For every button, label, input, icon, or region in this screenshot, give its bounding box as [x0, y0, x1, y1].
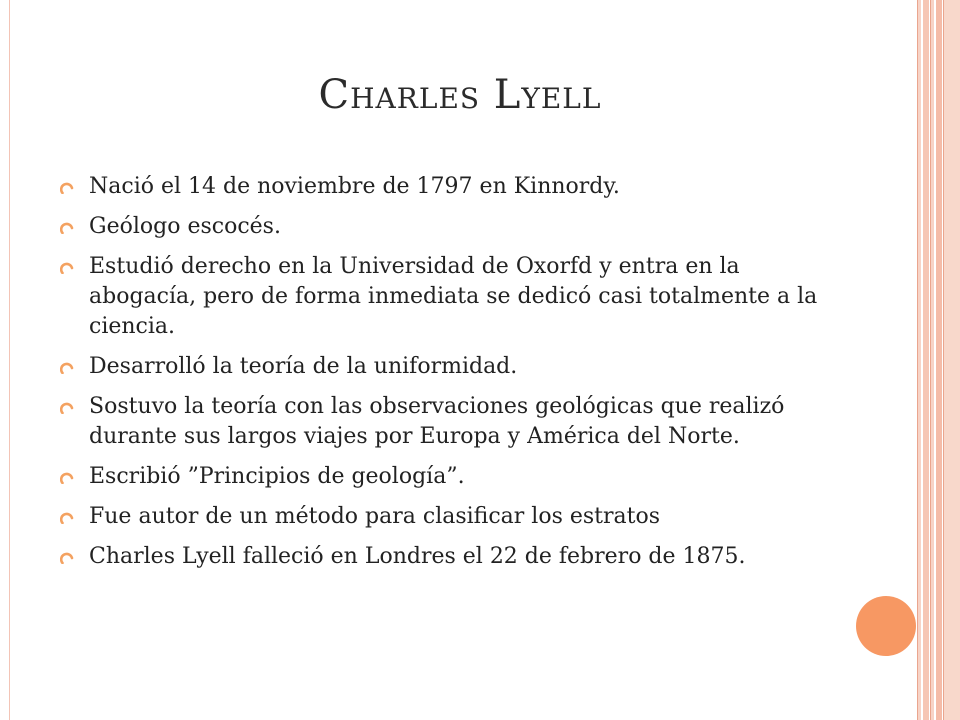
circle-decoration	[856, 596, 916, 656]
bullet-arc-icon	[60, 180, 74, 194]
bullet-arc-icon	[60, 470, 74, 484]
bullet-text: Nació el 14 de noviembre de 1797 en Kinnordy.	[89, 174, 620, 199]
right-stripe-line	[930, 0, 931, 720]
list-item	[60, 392, 840, 452]
right-stripe-line	[943, 0, 944, 720]
bullet-text: Escribió ”Principios de geología”.	[89, 464, 465, 489]
bullet-text: Desarrolló la teoría de la uniformidad.	[89, 354, 518, 379]
list-item	[60, 502, 840, 532]
slide-title: Charles Lyell	[318, 72, 602, 118]
list-item	[60, 542, 840, 572]
bullet-text: Estudió derecho en la Universidad de Oxorfd y entra en la abogacía, pero de forma inmediata se dedicó casi totalmente a la ciencia.	[89, 254, 818, 339]
bullet-arc-icon	[60, 260, 74, 274]
bullet-text: Charles Lyell falleció en Londres el 22 de febrero de 1875.	[89, 544, 746, 569]
bullet-text: Geólogo escocés.	[89, 214, 281, 239]
bullet-text: Sostuvo la teoría con las observaciones geológicas que realizó durante sus largos viajes por Europa y América del Norte.	[89, 394, 785, 449]
bullet-arc-icon	[60, 400, 74, 414]
list-item	[60, 352, 840, 382]
right-stripe	[944, 0, 960, 720]
right-stripe	[923, 0, 929, 720]
list-item	[60, 212, 840, 242]
list-item	[60, 172, 840, 202]
bullet-arc-icon	[60, 510, 74, 524]
list-item	[60, 252, 840, 342]
bullet-arc-icon	[60, 220, 74, 234]
right-stripe	[936, 0, 942, 720]
list-item	[60, 462, 840, 492]
bullet-arc-icon	[60, 360, 74, 374]
bullet-list	[60, 172, 840, 582]
bullet-text: Fue autor de un método para clasificar los estratos	[89, 504, 661, 529]
right-stripe	[931, 0, 934, 720]
bullet-arc-icon	[60, 550, 74, 564]
